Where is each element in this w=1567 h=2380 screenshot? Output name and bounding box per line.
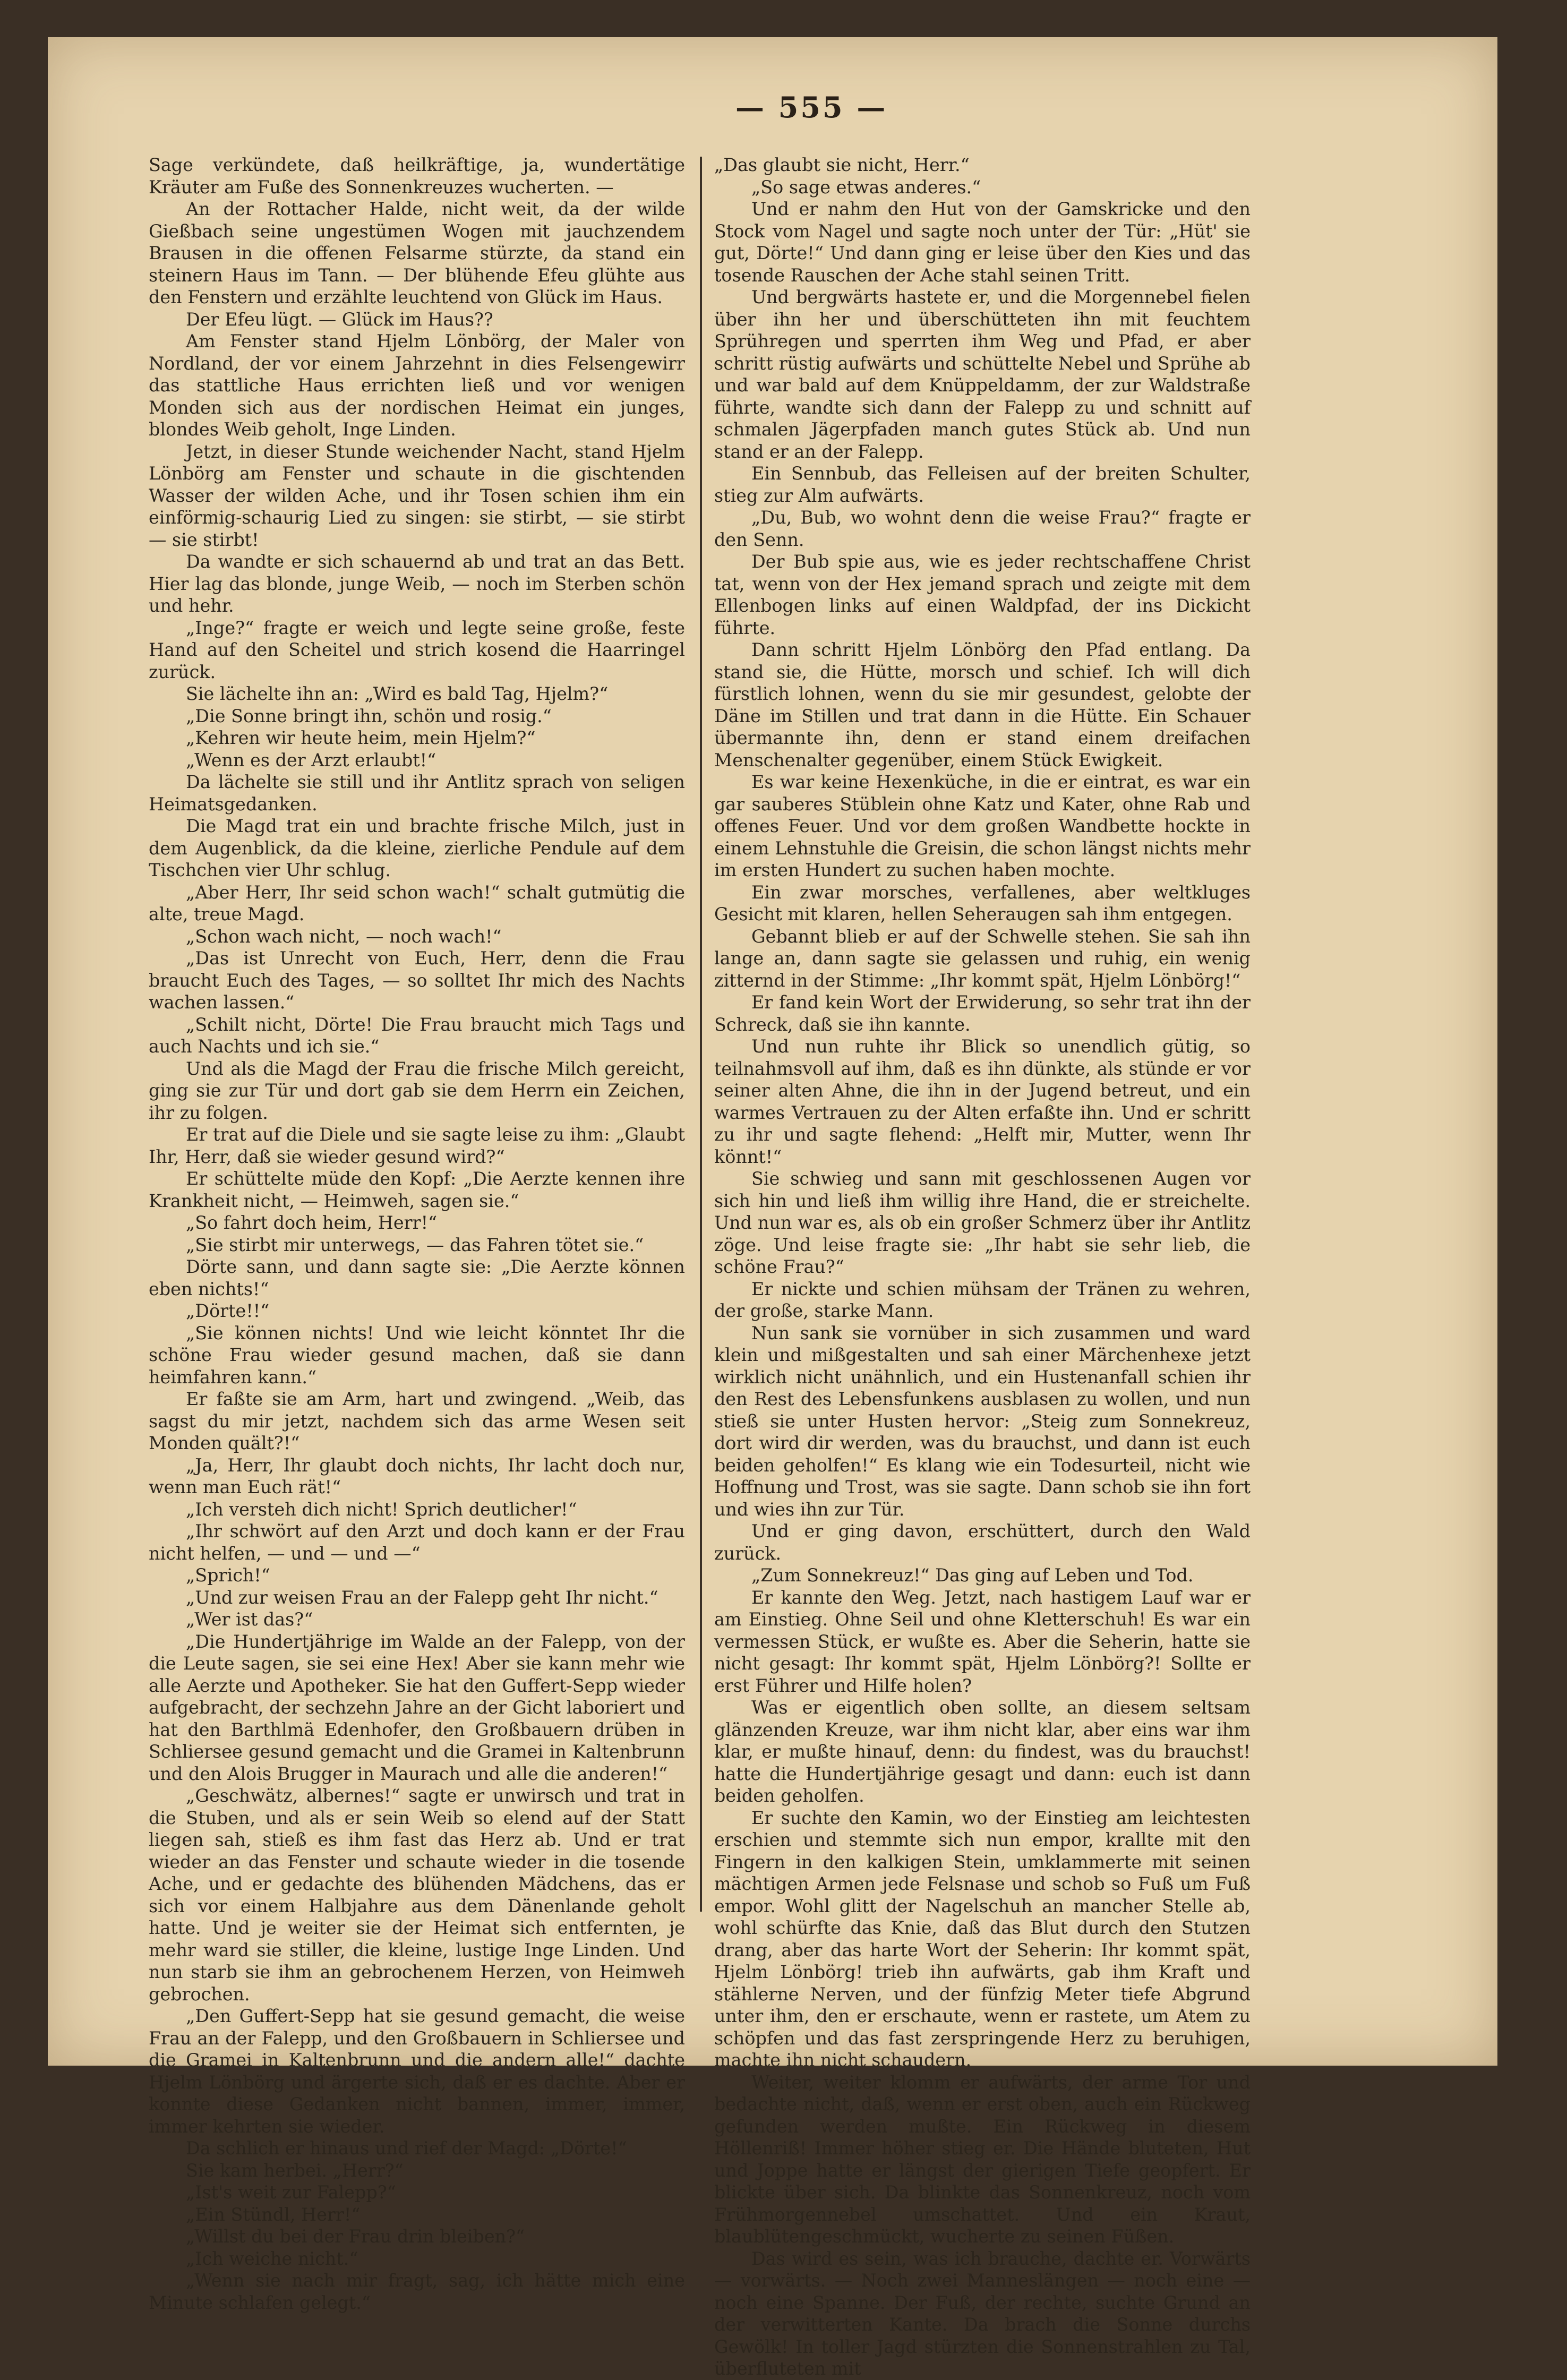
- paragraph: Und er ging davon, erschüttert, durch den Wald zurück.: [714, 1521, 1251, 1564]
- paragraph: Nun sank sie vornüber in sich zusammen und ward klein und mißgestalten und sah einer Märchenhexe jetzt wirklich nicht unähnlich, und ein Hustenanfall schien ihr den Rest des Lebensfunkens ausblasen zu wollen, und nun stieß sie unter Husten hervor: „Steig zum Sonnekreuz, dort wird dir werden, was du brauchst, und dann ist euch beiden geholfen!“ Es klang wie ein Todesurteil, nicht wie Hoffnung und Trost, was sie sagte. Dann schob sie ihn fort und wies ihn zur Tür.: [714, 1322, 1251, 1520]
- paragraph: Er faßte sie am Arm, hart und zwingend. „Weib, das sagst du mir jetzt, nachdem sich das arme Wesen seit Monden quält?!“: [149, 1389, 685, 1453]
- paragraph: Sie lächelte ihn an: „Wird es bald Tag, Hjelm?“: [186, 683, 609, 704]
- paragraph: Er schüttelte müde den Kopf: „Die Aerzte kennen ihre Krankheit nicht, — Heimweh, sagen sie.“: [149, 1168, 685, 1211]
- paragraph: Er nickte und schien mühsam der Tränen zu wehren, der große, starke Mann.: [714, 1278, 1251, 1321]
- paragraph: Die Magd trat ein und brachte frische Milch, just in dem Augenblick, da die kleine, zierliche Pendule auf dem Tischchen vier Uhr schlug.: [149, 816, 685, 880]
- paragraph: „Willst du bei der Frau drin bleiben?“: [186, 2226, 525, 2247]
- paragraph: „Das ist Unrecht von Euch, Herr, denn die Frau braucht Euch des Tages, — so solltet Ihr mich des Nachts wachen lassen.“: [149, 948, 685, 1013]
- paragraph: „So fahrt doch heim, Herr!“: [186, 1212, 438, 1233]
- paragraph: „Sprich!“: [186, 1565, 270, 1586]
- paragraph: „Ja, Herr, Ihr glaubt doch nichts, Ihr lacht doch nur, wenn man Euch rät!“: [149, 1454, 685, 1497]
- paragraph: Da wandte er sich schauernd ab und trat an das Bett. Hier lag das blonde, junge Weib, — noch im Sterben schön und hehr.: [149, 551, 685, 616]
- paragraph: „Ein Stündl, Herr!“: [186, 2204, 361, 2225]
- paragraph: Er trat auf die Diele und sie sagte leise zu ihm: „Glaubt Ihr, Herr, daß sie wieder gesund wird?“: [149, 1124, 685, 1167]
- paragraph: Jetzt, in dieser Stunde weichender Nacht, stand Hjelm Lönbörg am Fenster und schaute in die gischtenden Wasser der wilden Ache, und ihr Tosen schien ihm ein einförmig-schaurig Lied zu singen: sie stirbt, — sie stirbt — sie stirbt!: [149, 441, 685, 550]
- paragraph: „Du, Bub, wo wohnt denn die weise Frau?“ fragte er den Senn.: [714, 507, 1251, 550]
- paragraph: „Schon wach nicht, — noch wach!“: [186, 926, 502, 947]
- paragraph: „Ich weiche nicht.“: [186, 2248, 358, 2269]
- paragraph: „Wer ist das?“: [186, 1609, 313, 1630]
- paragraph: „Das glaubt sie nicht, Herr.“: [714, 155, 970, 175]
- paragraph: Und als die Magd der Frau die frische Milch gereicht, ging sie zur Tür und dort gab sie dem Herrn ein Zeichen, ihr zu folgen.: [149, 1058, 685, 1123]
- paragraph: „Zum Sonnekreuz!“ Das ging auf Leben und Tod.: [751, 1565, 1194, 1586]
- paragraph: „Kehren wir heute heim, mein Hjelm?“: [186, 727, 536, 748]
- paragraph: Das wird es sein, was ich brauche, dachte er. Vorwärts — vorwärts. — Noch zwei Manneslängen — noch eine — noch eine Spanne. Der Fuß, der rechte, suchte Grund an der verwitterten Kante. Da brach die Sonne durchs Gewölk! In toller Jagd stürzten die Sonnenstrahlen zu Tal, überfluteten mit: [714, 2248, 1251, 2379]
- paragraph: Er suchte den Kamin, wo der Einstieg am leichtesten erschien und stemmte sich nun empor, krallte mit den Fingern in den kalkigen Stein, umklammerte mit seinen mächtigen Armen jede Felsnase und schob so Fuß um Fuß empor. Wohl glitt der Nagelschuh an mancher Stelle ab, wohl schürfte das Knie, daß das Blut durch den Stutzen drang, aber das harte Wort der Seherin: Ihr kommt spät, Hjelm Lönbörg! trieb ihn aufwärts, gab ihm Kraft und stählerne Nerven, und der fünfzig Meter tiefe Abgrund unter ihm, den er erschaute, wenn er rastete, um Atem zu schöpfen und das fast zerspringende Herz zu beruhigen, machte ihn nicht schaudern.: [714, 1807, 1251, 2070]
- paragraph: Der Bub spie aus, wie es jeder rechtschaffene Christ tat, wenn von der Hex jemand sprach und zeigte mit dem Ellenbogen links auf einen Waldpfad, der ins Dickicht führte.: [714, 551, 1251, 638]
- paragraph: „Aber Herr, Ihr seid schon wach!“ schalt gutmütig die alte, treue Magd.: [149, 881, 685, 924]
- paragraph: Er kannte den Weg. Jetzt, nach hastigem Lauf war er am Einstieg. Ohne Seil und ohne Kletterschuh! Es war ein vermessen Stück, er wußte es. Aber die Seherin, hatte sie nicht gesagt: Ihr kommt spät, Hjelm Lönbörg?! Sollte er erst Führer und Hilfe holen?: [714, 1587, 1251, 1696]
- paragraph: „Schilt nicht, Dörte! Die Frau braucht mich Tags und auch Nachts und ich sie.“: [149, 1014, 685, 1057]
- paragraph: Sie kam herbei. „Herr?“: [186, 2160, 404, 2181]
- paragraph: Der Efeu lügt. — Glück im Haus??: [186, 309, 493, 330]
- paragraph: „Inge?“ fragte er weich und legte seine große, feste Hand auf den Scheitel und strich kosend die Haarringel zurück.: [149, 617, 685, 682]
- paragraph: Ein Sennbub, das Felleisen auf der breiten Schulter, stieg zur Alm aufwärts.: [714, 463, 1251, 506]
- column-divider: [700, 157, 702, 1912]
- paragraph: Sie schwieg und sann mit geschlossenen Augen vor sich hin und ließ ihm willig ihre Hand, die er streichelte. Und nun war es, als ob ein großer Schmerz über ihr Antlitz zöge. Und leise fragte sie: „Ihr habt sie sehr lieb, die schöne Frau?“: [714, 1168, 1251, 1277]
- paragraph: „Wenn sie nach mir fragt, sag, ich hätte mich eine Minute schlafen gelegt.“: [149, 2270, 685, 2313]
- paragraph: „Sie können nichts! Und wie leicht könntet Ihr die schöne Frau wieder gesund machen, daß sie dann heimfahren kann.“: [149, 1322, 685, 1388]
- paragraph: „Sie stirbt mir unterwegs, — das Fahren tötet sie.“: [186, 1234, 644, 1255]
- paragraph: „So sage etwas anderes.“: [751, 176, 981, 198]
- paragraph: „Die Hundertjährige im Walde an der Falepp, von der die Leute sagen, sie sei eine Hex! Aber sie kann mehr wie alle Aerzte und Apotheker. Sie hat den Guffert-Sepp wieder aufgebracht, der sechzehn Jahre an der Gicht laboriert und hat den Barthlmä Edenhofer, den Großbauern drüben in Schliersee gesund gemacht und die Gramei in Kaltenbrunn und den Alois Brugger in Maurach und alle die anderen!“: [149, 1631, 685, 1784]
- paragraph: Am Fenster stand Hjelm Lönbörg, der Maler von Nordland, der vor einem Jahrzehnt in dies Felsengewirr das stattliche Haus errichten ließ und vor wenigen Monden sich aus der nordischen Heimat ein junges, blondes Weib geholt, Inge Linden.: [149, 331, 685, 440]
- paragraph: Ein zwar morsches, verfallenes, aber weltkluges Gesicht mit klaren, hellen Seheraugen sah ihm entgegen.: [714, 881, 1251, 924]
- paragraph: Er fand kein Wort der Erwiderung, so sehr trat ihn der Schreck, daß sie ihn kannte.: [714, 992, 1251, 1035]
- paragraph: An der Rottacher Halde, nicht weit, da der wilde Gießbach seine ungestümen Wogen mit jauchzendem Brausen in die offenen Felsarme stürzte, da stand ein steinern Haus im Tann. — Der blühende Efeu glühte aus den Fenstern und erzählte leuchtend von Glück im Haus.: [149, 199, 685, 307]
- paragraph: Gebannt blieb er auf der Schwelle stehen. Sie sah ihn lange an, dann sagte sie gelassen und ruhig, ein wenig zitternd in der Stimme: „Ihr kommt spät, Hjelm Lönbörg!“: [714, 926, 1251, 991]
- right-text-column: [714, 154, 1251, 2379]
- paragraph: Es war keine Hexenküche, in die er eintrat, es war ein gar sauberes Stüblein ohne Katz und Kater, ohne Rab und offenes Feuer. Und vor dem großen Wandbette hockte in einem Lehnstuhle die Greisin, die schon längst nichts mehr im ersten Hundert zu suchen haben mochte.: [714, 772, 1251, 880]
- paragraph: „Wenn es der Arzt erlaubt!“: [186, 749, 436, 770]
- paragraph: „Ist's weit zur Falepp?“: [186, 2182, 396, 2203]
- paragraph: Und bergwärts hastete er, und die Morgennebel fielen über ihn her und überschütteten ihn mit feuchtem Sprühregen und sperrten ihm Weg und Pfad, er aber schritt rüstig aufwärts und schüttelte Nebel und Sprühe ab und war bald auf dem Knüppeldamm, der zur Waldstraße führte, wandte sich dann der Falepp zu und schnitt auf schmalen Jägerpfaden manch gutes Stück ab. Und nun stand er an der Falepp.: [714, 287, 1251, 462]
- paragraph: Weiter, weiter klomm er aufwärts, der arme Tor und bedachte nicht, daß, wenn er erst oben, auch ein Rückweg gefunden werden mußte. Ein Rückweg in diesem Höllenriß! Immer höher stieg er. Die Hände bluteten, Hut und Joppe hatte er längst der gierigen Tiefe geopfert. Er blickte über sich. Da blinkte das Sonnenkreuz, noch vom Frühmorgennebel umschattet. Und ein Kraut, blaublütengeschmückt, wucherte zu seinen Füßen.: [714, 2071, 1251, 2247]
- paragraph: „Den Guffert-Sepp hat sie gesund gemacht, die weise Frau an der Falepp, und den Großbauern in Schliersee und die Gramei in Kaltenbrunn und die andern alle!“ dachte Hjelm Lönbörg und ärgerte sich, daß er es dachte. Aber er konnte diese Gedanken nicht bannen, immer, immer, immer kehrten sie wieder.: [149, 2006, 685, 2137]
- paragraph: Da lächelte sie still und ihr Antlitz sprach von seligen Heimatsgedanken.: [149, 772, 685, 815]
- paragraph: Dann schritt Hjelm Lönbörg den Pfad entlang. Da stand sie, die Hütte, morsch und schief. Ich will dich fürstlich lohnen, wenn du sie mir gesundest, gelobte der Däne im Stillen und trat dann in die Hütte. Ein Schauer übermannte ihn, denn er stand einem dreifachen Menschenalter gegenüber, einem Stück Ewigkeit.: [714, 639, 1251, 770]
- paragraph: Was er eigentlich oben sollte, an diesem seltsam glänzenden Kreuze, war ihm nicht klar, aber eins war ihm klar, er mußte hinauf, denn: du findest, was du brauchst! hatte die Hundertjährige gesagt und dann: euch ist dann beiden geholfen.: [714, 1697, 1251, 1806]
- paragraph: „Dörte!!“: [186, 1300, 270, 1321]
- paragraph: Und nun ruhte ihr Blick so unendlich gütig, so teilnahmsvoll auf ihm, daß es ihn dünkte, als stünde er vor seiner alten Ahne, die ihn in der Jugend betreut, und ein warmes Vertrauen zu der Alten erfaßte ihn. Und er schritt zu ihr und sagte flehend: „Helft mir, Mutter, wenn Ihr könnt!“: [714, 1036, 1251, 1167]
- left-text-column: [149, 154, 685, 2313]
- paragraph: Da schlich er hinaus und rief der Magd: „Dörte!“: [186, 2138, 627, 2159]
- paragraph: Sage verkündete, daß heilkräftige, ja, wundertätige Kräuter am Fuße des Sonnenkreuzes wucherten. —: [149, 155, 685, 198]
- paragraph: „Ihr schwört auf den Arzt und doch kann er der Frau nicht helfen, — und — und —“: [149, 1521, 685, 1564]
- paragraph: Dörte sann, und dann sagte sie: „Die Aerzte können eben nichts!“: [149, 1256, 685, 1299]
- paragraph: „Ich versteh dich nicht! Sprich deutlicher!“: [186, 1499, 577, 1520]
- paragraph: „Und zur weisen Frau an der Falepp geht Ihr nicht.“: [186, 1587, 658, 1608]
- paragraph: „Die Sonne bringt ihn, schön und rosig.“: [186, 705, 552, 726]
- paragraph: „Geschwätz, albernes!“ sagte er unwirsch und trat in die Stuben, und als er sein Weib so elend auf der Statt liegen sah, stieß es ihm fast das Herz ab. Und er trat wieder an das Fenster und schaute wieder in die tosende Ache, und er gedachte des blühenden Mädchens, das er sich vor einem Halbjahre aus dem Dänenlande geholt hatte. Und je weiter sie der Heimat sich entfernten, je mehr ward sie stiller, die kleine, lustige Inge Linden. Und nun starb sie ihm an gebrochenem Herzen, von Heimweh gebrochen.: [149, 1785, 685, 2005]
- page-number: — 555 —: [735, 90, 888, 124]
- paragraph: Und er nahm den Hut von der Gamskricke und den Stock vom Nagel und sagte noch unter der Tür: „Hüt' sie gut, Dörte!“ Und dann ging er leise über den Kies und das tosende Rauschen der Ache stahl seinen Tritt.: [714, 199, 1251, 286]
